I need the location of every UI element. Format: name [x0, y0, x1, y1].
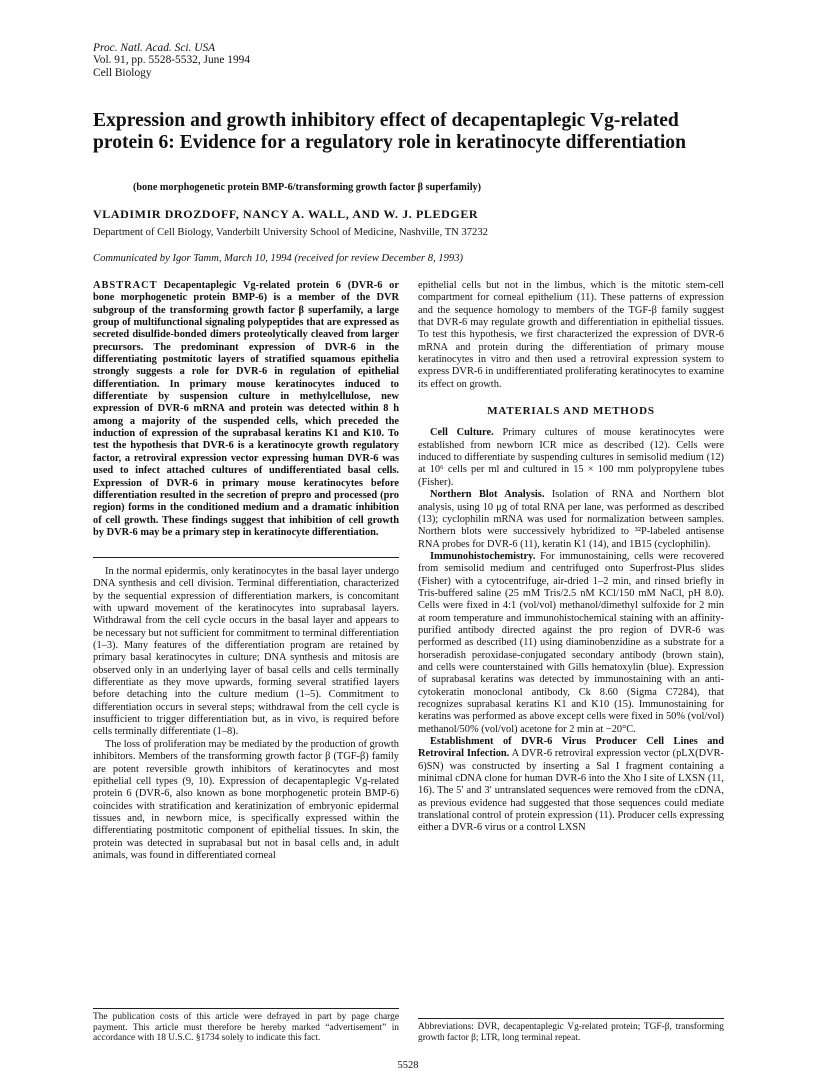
methods-paragraph: [418, 489, 724, 551]
article-title: Expression and growth inhibitory effect of decapentaplegic Vg-related protein 6: Evidence for a regulatory role in keratinocyte differentiation: [93, 110, 686, 153]
right-column: [418, 280, 724, 835]
methods-paragraph: [418, 427, 724, 489]
section-name: Cell Biology: [93, 66, 152, 79]
methods-text: For immunostaining, cells were recovered from semisolid medium and centrifuged onto Superfrost-Plus slides (Fisher) with a cytocentrifuge, air-dried 1–2 min, and rinsed briefly in Tris-buffered saline (25 mM Tris/2.5 nM KCl/150 mM NaCl, pH 8.0). Cells were fixed in 4:1 (vol/vol) methanol/dimethyl sulfoxide for 2 min at room temperature and immunohistochemical staining with an affinity-purified antibody directed against the pro region of DVR-6 was performed as described (11) using diaminobenzidine as a substrate for a horseradish peroxidase-conjugated secondary antibody (brown stain), and cells were counterstained with Gills hematoxylin (blue). Expression of suprabasal keratins was detected by immunostaining with an anti-cytokeratin monoclonal antibody, Ck 8.60 (Sigma C7284), that recognizes suprabasal keratins K1 and K10 (15). Immunostaining for keratins was performed as above except cells were fixed in 50% (vol/vol) methanol/50% (vol/vol) acetone for 2 min at −20°C.: [418, 550, 724, 735]
abstract: [93, 280, 399, 539]
page-number: 5528: [397, 1060, 419, 1071]
intro-paragraph-2: The loss of proliferation may be mediated by the production of growth inhibitors. Members of the transforming growth factor β (TGF-β) family are potent reversible growth inhibitors of keratinocytes and most epithelial cell types (9, 10). Expression of decapentaplegic Vg-related protein 6 (DVR-6, also known as bone morphogenetic protein BMP-6) coincides with stratification and keratinization of embryonic epidermal tissues and, in newborn mice, is specifically expressed within the differentiating postmitotic component of epithelial tissues. In skin, the protein was detected in suprabasal but not in basal cells and, in adult animals, was found in differentiated corneal: [93, 738, 399, 861]
methods-subhead: Establishment of DVR-6 Virus Producer Cell Lines and Retroviral Infection.: [418, 736, 724, 760]
methods-paragraph: [418, 736, 724, 835]
abstract-text: Decapentaplegic Vg-related protein 6 (DVR-6 or bone morphogenetic protein BMP-6) is a member of the DVR subgroup of the transforming growth factor β superfamily, a large group of multifunctional signaling polypeptides that are expressed as secreted disulfide-bonded dimers proteolytically cleaved from larger precursors. The predominant expression of DVR-6 in the differentiating postmitotic layers of stratified squamous epithelia strongly suggests a role for DVR-6 in regulation of epithelial differentiation. In primary mouse keratinocytes induced to differentiate by suspension culture in methylcellulose, new expression of DVR-6 mRNA and protein was detected within 8 h among a majority of the suspended cells, which preceded the induction of expression of the suprabasal keratins K1 and K10. To test the hypothesis that DVR-6 is a keratinocyte growth regulatory factor, a retroviral expression vector expressing human DVR-6 was used to infect attached cultures of undifferentiated basal cells. Expression of DVR-6 in primary mouse keratinocytes before differentiation resulted in the secretion of prepro and processed (pro region) forms in the conditioned medium and a dramatic inhibition of cell growth. These findings suggest that inhibition of cell growth by DVR-6 may be a primary step in keratinocyte differentiation.: [93, 280, 399, 538]
methods-text: Isolation of RNA and Northern blot analysis, using 10 μg of total RNA per lane, was performed as described (13); cyclophilin mRNA was used for normalization between samples. Northern blots were successively hybridized to ³²P-labeled antisense RNA probes for DVR-6 (11), keratin K1 (14), and 1B15 (cyclophilin).: [418, 489, 724, 550]
methods-paragraph: [418, 551, 724, 736]
abbreviations-divider: [418, 1018, 724, 1019]
authors: VLADIMIR DROZDOFF, NANCY A. WALL, AND W. J. PLEDGER: [93, 207, 479, 221]
abstract-label: ABSTRACT: [93, 280, 158, 291]
affiliation: Department of Cell Biology, Vanderbilt University School of Medicine, Nashville, TN 37232: [93, 227, 488, 238]
intro-continued: epithelial cells but not in the limbus, which is the mitotic stem-cell compartment for corneal epithelium (11). These patterns of expression and the sequence homology to members of the TGF-β family suggest that DVR-6 may regulate growth and differentiation in epithelial tissues. To test this hypothesis, we first characterized the expression of DVR-6 mRNA and protein during the differentiation of primary mouse keratinocytes in vitro and then used a retroviral expression system to express DVR-6 in undifferentiated proliferating keratinocytes to examine its effect on growth.: [418, 280, 724, 390]
methods-subhead: Immunohistochemistry.: [430, 550, 536, 562]
intro-paragraph-1: In the normal epidermis, only keratinocytes in the basal layer undergo DNA synthesis and cell division. Terminal differentiation, characterized by the sequential expression of differentiation markers, is concomitant with upward movement of the keratinocytes into suprabasal layers. Withdrawal from the cell cycle occurs in the basal layer and appears to be necessary but not sufficient for commitment to terminal differentiation (1–3). Many features of the differentiation program are retained by primary basal keratinocytes in culture; DNA synthesis and mitosis are observed only in an underlying layer of basal cells and cells terminally differentiate as they move upwards, forming several stratified layers before detaching into the culture medium (1–5). Commitment to differentiation occurs in several steps; withdrawal from the cell cycle is insufficient to trigger differentiation but, as in vivo, is required before cells terminally differentiate (1–8).: [93, 566, 399, 738]
methods-text: Primary cultures of mouse keratinocytes were established from newborn ICR mice as described (12). Cells were induced to differentiate by suspending cultures in semisolid medium (12) at 10⁶ cells per ml and cultured in 15 × 100 mm polypropylene tubes (Fisher).: [418, 427, 724, 488]
footnote-divider: [93, 1008, 399, 1009]
publication-footnote: The publication costs of this article were defrayed in part by page charge payment. This article must therefore be hereby marked “advertisement” in accordance with 18 U.S.C. §1734 solely to indicate this fact.: [93, 1012, 399, 1044]
journal-header: [93, 42, 250, 79]
methods-text: A DVR-6 retroviral expression vector (pLX(DVR-6)SN) was constructed by inserting a Sal I fragment containing a minimal cDNA clone for human DVR-6 into the Xho I site of LXSN (11, 16). The 5′ and 3′ untranslated sequences were removed from the cDNA, as previous evidence had suggested that those sequences could mediate translational control of protein expression (11). Producer cells expressing either a DVR-6 virus or a control LXSN: [418, 748, 724, 834]
methods-heading: MATERIALS AND METHODS: [487, 405, 655, 418]
keywords: (bone morphogenetic protein BMP-6/transforming growth factor β superfamily): [133, 182, 482, 193]
methods-subhead: Cell Culture.: [430, 427, 494, 439]
methods-subhead: Northern Blot Analysis.: [430, 489, 545, 501]
abbreviations: Abbreviations: DVR, decapentaplegic Vg-related protein; TGF-β, transforming growth factor β; LTR, long terminal repeat.: [418, 1022, 724, 1043]
introduction: [93, 566, 399, 862]
journal-name: Proc. Natl. Acad. Sci. USA: [93, 42, 216, 54]
communicated-by: Communicated by Igor Tamm, March 10, 1994 (received for review December 8, 1993): [93, 253, 464, 264]
volume-info: Vol. 91, pp. 5528-5532, June 1994: [93, 54, 251, 67]
abstract-divider: [93, 557, 399, 558]
